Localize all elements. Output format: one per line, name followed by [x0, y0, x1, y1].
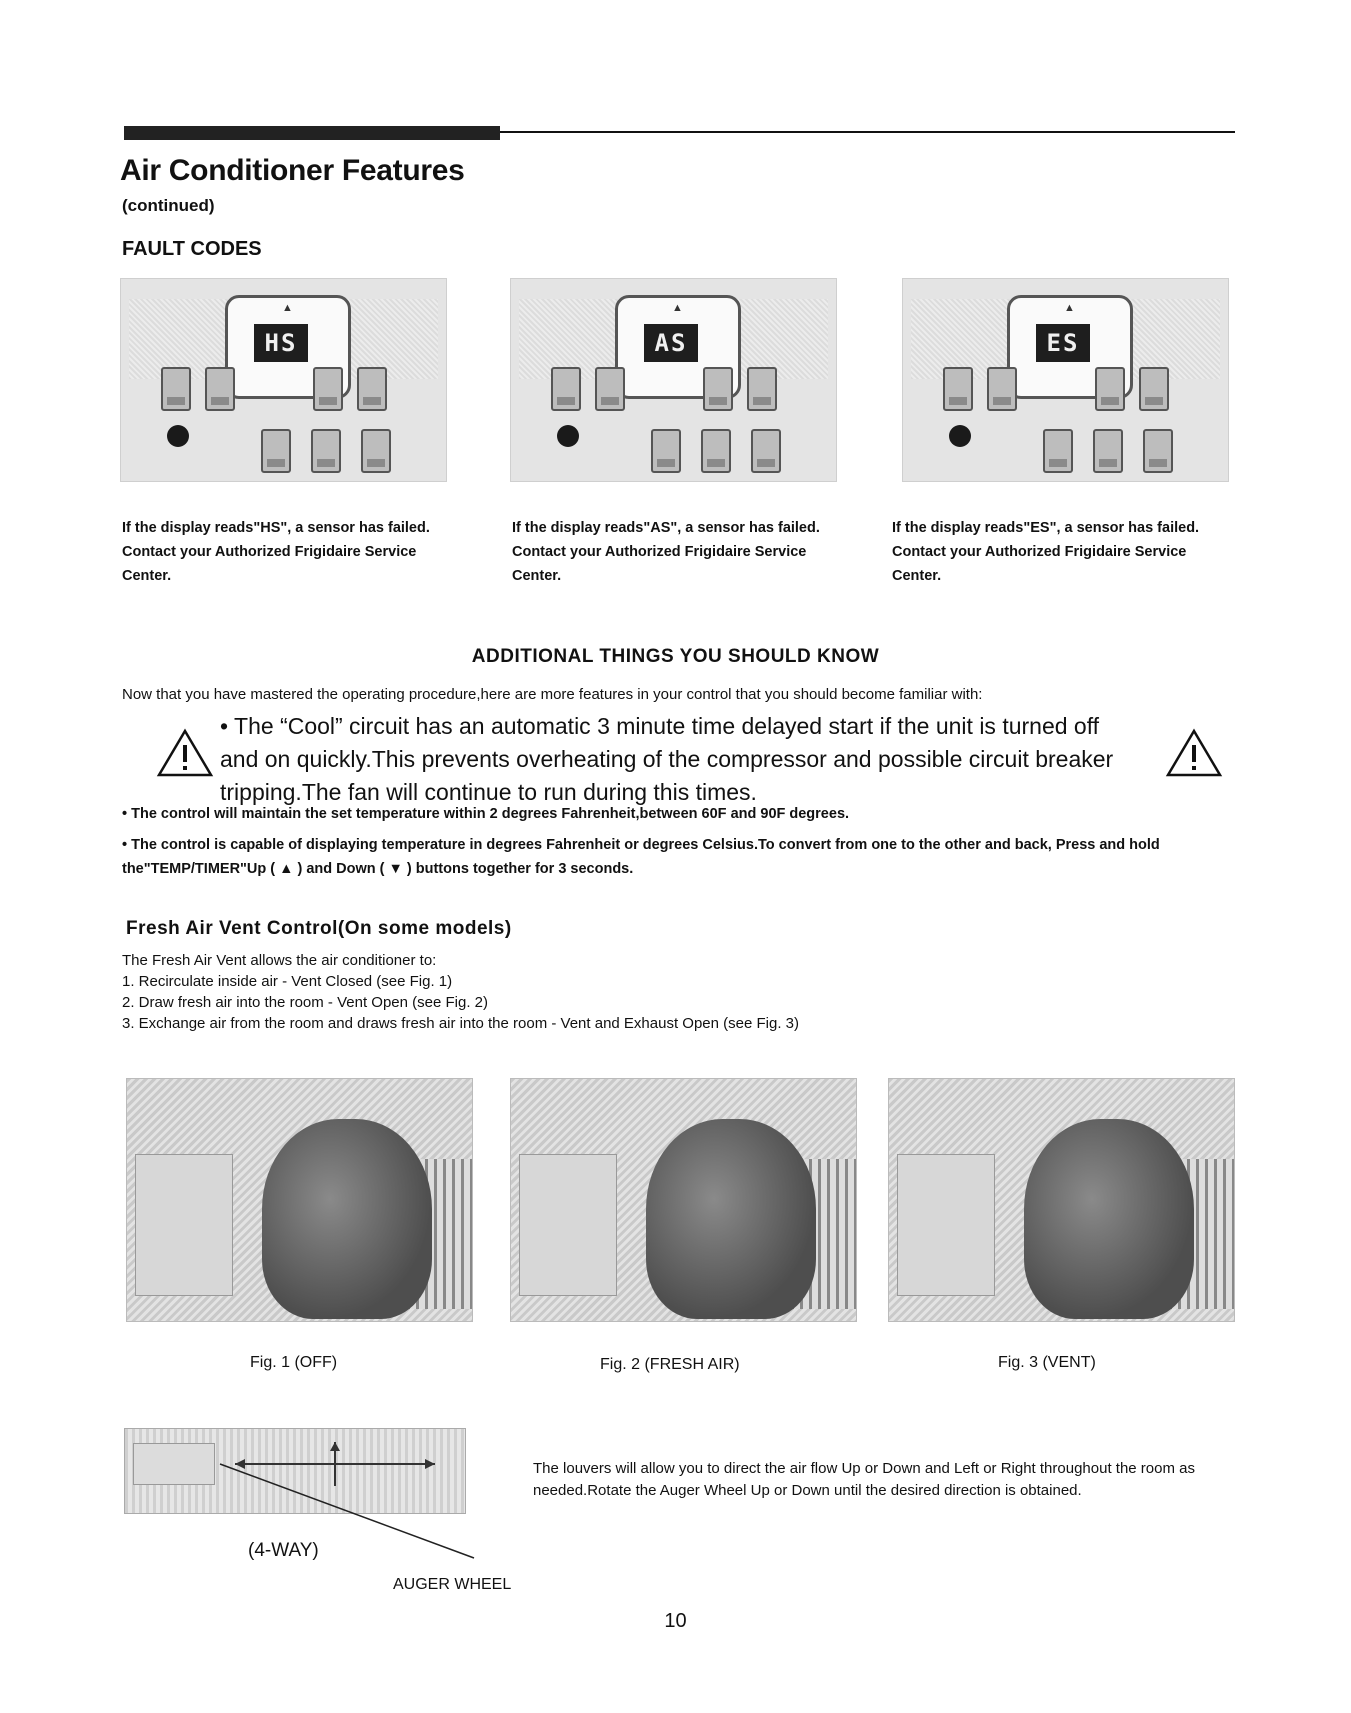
control-panel-image-as [510, 278, 837, 482]
fault-caption-as: If the display reads"AS", a sensor has failed. Contact your Authorized Frigidaire Service Center. [512, 520, 820, 584]
list-item: 3. Exchange air from the room and draws fresh air into the room - Vent and Exhaust Open (see Fig. 3) [122, 1015, 800, 1032]
temp-button [551, 367, 581, 411]
remote-sensor [167, 425, 189, 447]
fig2-photo [510, 1078, 857, 1322]
list-item: 1. Recirculate inside air - Vent Closed (see Fig. 1) [122, 973, 453, 990]
up-arrow-icon: ▲ [282, 302, 293, 314]
warning-icon [156, 728, 214, 778]
header-rule-thick [124, 126, 500, 140]
page-title: Air Conditioner Features [120, 154, 465, 187]
four-way-label: (4-WAY) [248, 1540, 319, 1561]
temp-button [161, 367, 191, 411]
list-item: 2. Draw fresh air into the room - Vent Open (see Fig. 2) [122, 994, 488, 1011]
up-arrow-icon: ▲ [1064, 302, 1075, 314]
power-button [751, 429, 781, 473]
up-arrow-icon: ▲ [672, 302, 683, 314]
fresh-air-intro: The Fresh Air Vent allows the air conditioner to: [122, 952, 437, 969]
additional-heading: ADDITIONAL THINGS YOU SHOULD KNOW [471, 646, 880, 667]
mode-button [987, 367, 1017, 411]
temp-button [943, 367, 973, 411]
sleep-button [313, 367, 343, 411]
eco-button [701, 429, 731, 473]
control-panel [133, 1443, 215, 1485]
fresh-air-list [122, 950, 822, 1034]
control-panel-image-es [902, 278, 1229, 482]
bullet-temperature-units: • The control is capable of displaying temperature in degrees Fahrenheit or degrees Celsius.To convert from one to the other and back, Press and hold the"TEMP/TIMER"Up ( ▲ ) and Down ( ▼ ) buttons together for 3 seconds. [122, 837, 1160, 877]
timer-button [1043, 429, 1073, 473]
section-fault-codes: FAULT CODES [122, 238, 262, 260]
hand [1024, 1119, 1194, 1319]
sleep-button [1095, 367, 1125, 411]
fault-caption-es: If the display reads"ES", a sensor has failed. Contact your Authorized Frigidaire Service Center. [892, 520, 1200, 584]
fig1-caption: Fig. 1 (OFF) [250, 1354, 338, 1371]
mode-button [205, 367, 235, 411]
fault-caption-hs: If the display reads"HS", a sensor has failed. Contact your Authorized Frigidaire Service Center. [122, 520, 430, 584]
additional-intro: Now that you have mastered the operating procedure,here are more features in your control that you should become familiar with: [122, 686, 983, 703]
eco-button [311, 429, 341, 473]
remote-sensor [949, 425, 971, 447]
lcd-readout: HS [254, 324, 308, 362]
lcd-readout: AS [644, 324, 698, 362]
remote-sensor [557, 425, 579, 447]
auger-wheel-label: AUGER WHEEL [393, 1576, 512, 1593]
control-panel [519, 1154, 617, 1296]
fig3-photo [888, 1078, 1235, 1322]
power-button [1143, 429, 1173, 473]
power-button [361, 429, 391, 473]
timer-button [261, 429, 291, 473]
cool-circuit-note: • The “Cool” circuit has an automatic 3 minute time delayed start if the unit is turned off and on quickly.This prevents overheating of the compressor and possible circuit breaker tripping.The fan will continue to run during this times. [220, 713, 1114, 805]
header-rule-thin [500, 131, 1235, 133]
hand [262, 1119, 432, 1319]
fresh-air-heading: Fresh Air Vent Control(On some models) [126, 918, 512, 939]
page-subtitle: (continued) [122, 196, 215, 215]
bullet-set-temperature: • The control will maintain the set temperature within 2 degrees Fahrenheit,between 60F and 90F degrees. [122, 806, 850, 822]
sleep-button [703, 367, 733, 411]
louver-description: The louvers will allow you to direct the air flow Up or Down and Left or Right throughout the room as needed.Rotate the Auger Wheel Up or Down until the desired direction is obtained. [533, 1460, 1195, 1499]
control-panel [897, 1154, 995, 1296]
fig2-caption: Fig. 2 (FRESH AIR) [600, 1356, 740, 1373]
warning-icon [1165, 728, 1223, 778]
eco-button [1093, 429, 1123, 473]
mode-button [595, 367, 625, 411]
control-panel-image-hs [120, 278, 447, 482]
timer-button [651, 429, 681, 473]
fan-button [357, 367, 387, 411]
hand [646, 1119, 816, 1319]
fig1-photo [126, 1078, 473, 1322]
fig3-caption: Fig. 3 (VENT) [998, 1354, 1096, 1371]
fan-button [747, 367, 777, 411]
lcd-readout: ES [1036, 324, 1090, 362]
fan-button [1139, 367, 1169, 411]
page-number: 10 [664, 1610, 687, 1632]
control-panel [135, 1154, 233, 1296]
